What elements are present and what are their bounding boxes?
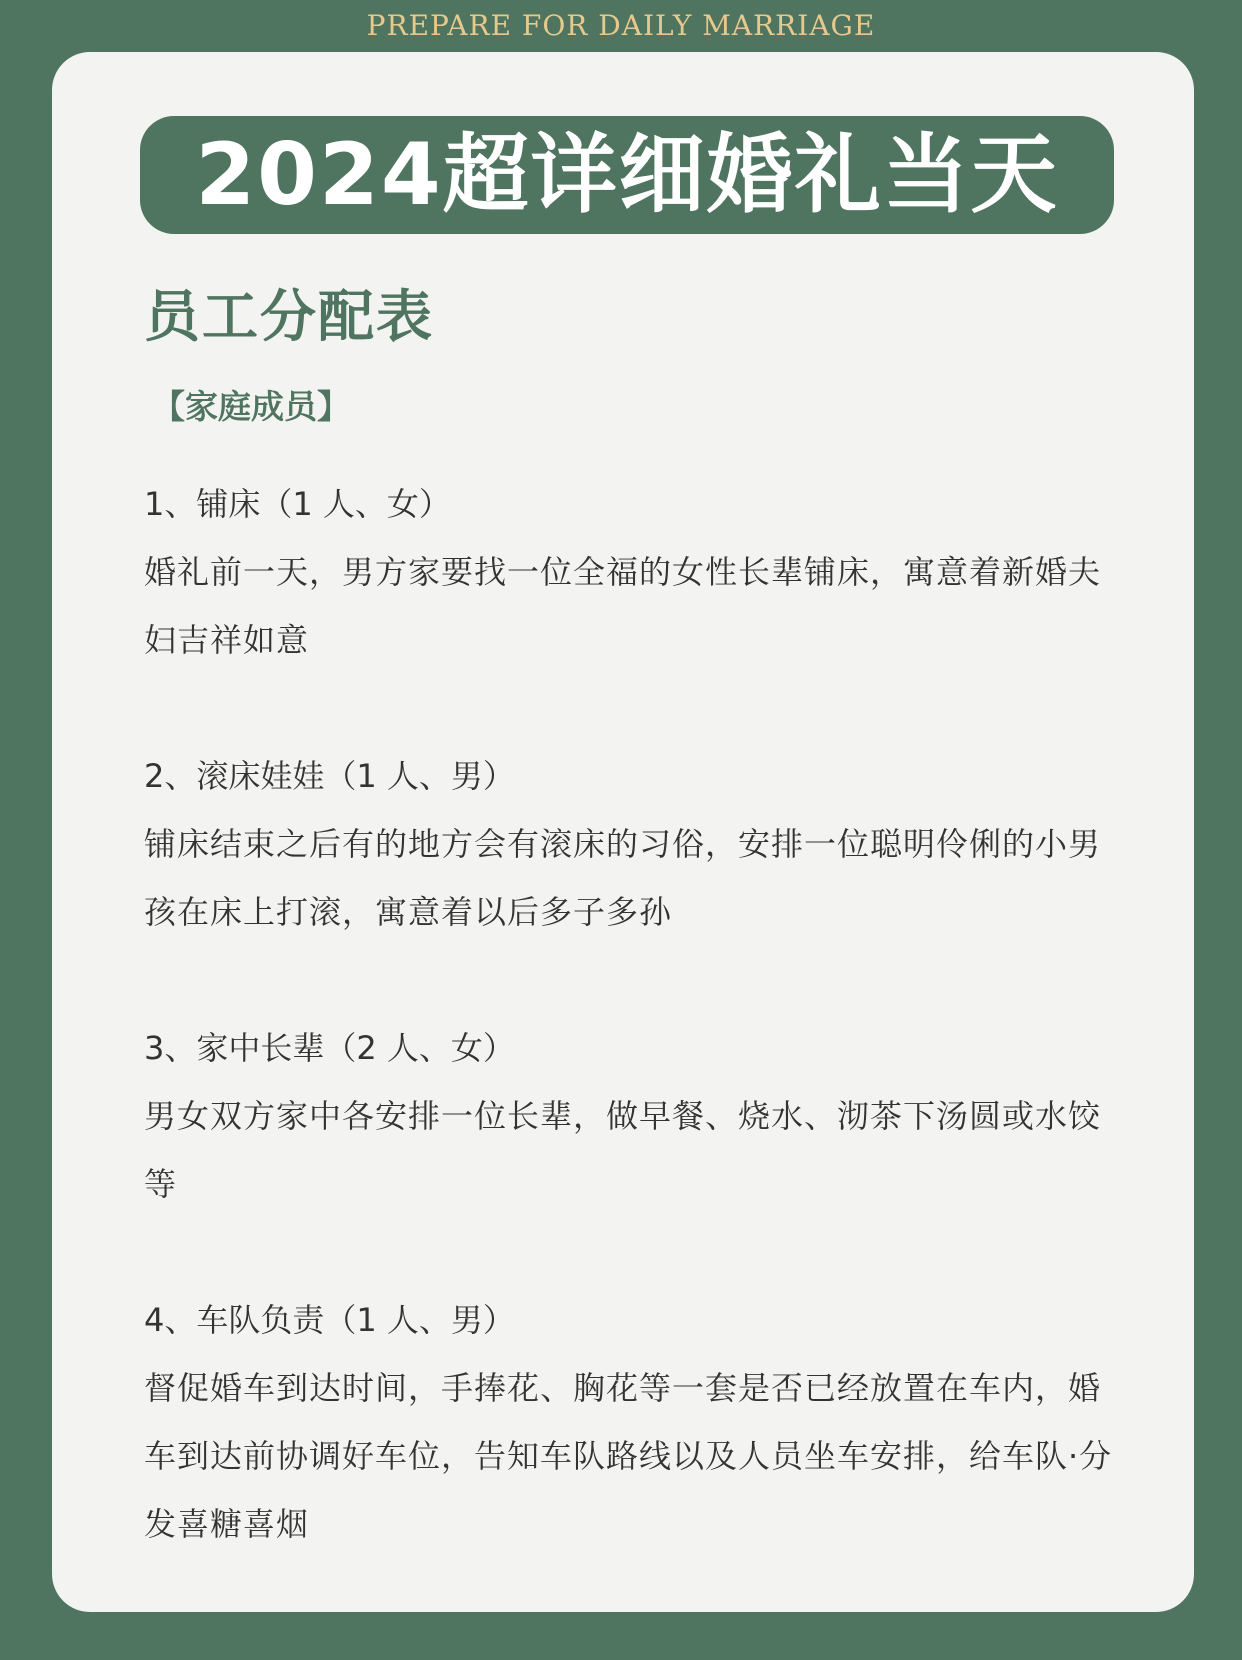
- top-banner: PREPARE FOR DAILY MARRIAGE: [366, 9, 876, 42]
- item-heading: 3、家中长辈（2 人、女）: [144, 1029, 515, 1067]
- item-list: [144, 470, 1124, 1626]
- title-pill: [140, 116, 1114, 234]
- section-title: 员工分配表: [144, 285, 434, 350]
- item-description: 督促婚车到达时间，手捧花、胸花等一套是否已经放置在车内，婚车到达前协调好车位，告知车队路线以及人员坐车安排，给车队·分发喜糖喜烟: [144, 1369, 1113, 1543]
- item-description: 铺床结束之后有的地方会有滚床的习俗，安排一位聪明伶俐的小男孩在床上打滚，寓意着以后多子多孙: [144, 825, 1102, 931]
- subsection-title: 【家庭成员】: [152, 387, 350, 426]
- list-item: [144, 470, 1124, 674]
- page-title: 2024超详细婚礼当天: [195, 125, 1059, 225]
- list-item: [144, 742, 1124, 946]
- item-description: 婚礼前一天，男方家要找一位全福的女性长辈铺床，寓意着新婚夫妇吉祥如意: [144, 553, 1102, 659]
- list-item: [144, 1286, 1124, 1558]
- item-heading: 1、铺床（1 人、女）: [144, 485, 451, 523]
- content-card: [52, 52, 1194, 1612]
- item-heading: 2、滚床娃娃（1 人、男）: [144, 757, 515, 795]
- item-heading: 4、车队负责（1 人、男）: [144, 1301, 515, 1339]
- list-item: [144, 1014, 1124, 1218]
- item-description: 男女双方家中各安排一位长辈，做早餐、烧水、沏茶下汤圆或水饺等: [144, 1097, 1102, 1203]
